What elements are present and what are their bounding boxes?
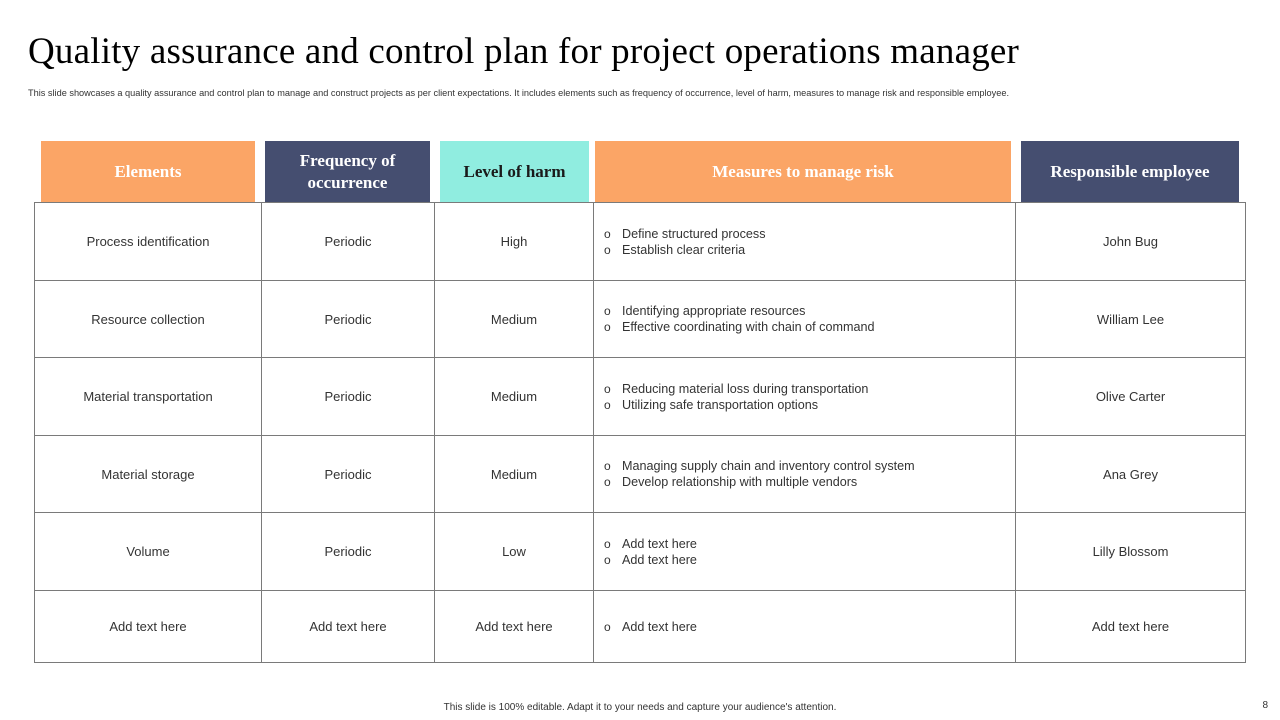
measure-item bbox=[604, 303, 874, 319]
cell-frequency bbox=[262, 281, 435, 357]
cell-employee-text: Olive Carter bbox=[1095, 389, 1166, 404]
cell-employee-text: Lilly Blossom bbox=[1092, 544, 1169, 559]
cell-employee bbox=[1016, 281, 1245, 357]
cell-element bbox=[35, 436, 262, 512]
header-employee bbox=[1021, 141, 1239, 203]
cell-harm-text: Low bbox=[502, 544, 526, 559]
cell-measures bbox=[594, 203, 1016, 280]
measure-item bbox=[604, 381, 868, 397]
header-elements-label: Elements bbox=[114, 162, 182, 181]
bullet-icon: o bbox=[604, 536, 611, 551]
measures-list bbox=[604, 303, 874, 335]
header-measures-label: Measures to manage risk bbox=[712, 162, 894, 181]
bullet-icon: o bbox=[604, 242, 611, 257]
cell-frequency bbox=[262, 513, 435, 590]
cell-measures bbox=[594, 513, 1016, 590]
cell-harm bbox=[435, 281, 594, 357]
measure-item bbox=[604, 619, 697, 635]
cell-employee-text: William Lee bbox=[1096, 311, 1165, 327]
cell-harm bbox=[435, 591, 594, 662]
header-employee-label: Responsible employee bbox=[1050, 162, 1210, 181]
cell-harm bbox=[435, 203, 594, 280]
cell-frequency-text: Add text here bbox=[309, 619, 387, 634]
cell-frequency-text: Periodic bbox=[324, 234, 372, 249]
header-harm bbox=[440, 141, 589, 203]
page-title: Quality assurance and control plan for project operations manager bbox=[28, 31, 1020, 72]
page-number: 8 bbox=[1262, 700, 1268, 711]
measure-text: Define structured process bbox=[622, 226, 766, 241]
measure-text: Managing supply chain and inventory control system bbox=[622, 459, 915, 473]
cell-frequency bbox=[262, 591, 435, 662]
measures-list bbox=[604, 458, 915, 490]
cell-harm bbox=[435, 436, 594, 512]
cell-element bbox=[35, 513, 262, 590]
bullet-icon: o bbox=[604, 552, 611, 567]
cell-frequency bbox=[262, 203, 435, 280]
measure-item bbox=[604, 536, 697, 552]
cell-element-text: Process identification bbox=[86, 234, 210, 249]
cell-element bbox=[35, 591, 262, 662]
cell-element bbox=[35, 203, 262, 280]
bullet-icon: o bbox=[604, 459, 611, 473]
cell-element-text: Volume bbox=[126, 544, 170, 559]
measures-list bbox=[604, 226, 766, 258]
bullet-icon: o bbox=[604, 381, 611, 396]
bullet-icon: o bbox=[604, 226, 611, 241]
cell-employee bbox=[1016, 513, 1245, 590]
header-frequency bbox=[265, 141, 430, 203]
measure-text: Establish clear criteria bbox=[622, 242, 746, 257]
cell-harm-text: Add text here bbox=[475, 619, 553, 634]
measure-text: Identifying appropriate resources bbox=[622, 304, 806, 318]
cell-employee-text: Add text here bbox=[1091, 619, 1170, 634]
cell-harm-text: High bbox=[500, 234, 528, 249]
measures-list bbox=[604, 619, 697, 635]
measure-text: Add text here bbox=[622, 619, 697, 634]
cell-frequency bbox=[262, 436, 435, 512]
cell-employee bbox=[1016, 436, 1245, 512]
cell-element bbox=[35, 358, 262, 435]
cell-frequency-text: Periodic bbox=[324, 389, 372, 404]
measure-text: Add text here bbox=[622, 552, 697, 567]
cell-frequency-text: Periodic bbox=[324, 466, 372, 482]
table-row bbox=[35, 281, 1245, 358]
cell-measures bbox=[594, 436, 1016, 512]
cell-employee bbox=[1016, 358, 1245, 435]
cell-frequency-text: Periodic bbox=[324, 311, 372, 327]
header-frequency-line1: Frequency of bbox=[299, 151, 396, 170]
header-frequency-line2: occurrence bbox=[307, 173, 388, 192]
measure-text: Utilizing safe transportation options bbox=[622, 397, 819, 412]
measure-text: Reducing material loss during transportation bbox=[622, 381, 869, 396]
measures-list bbox=[604, 381, 868, 413]
cell-harm-text: Medium bbox=[490, 311, 538, 327]
cell-harm bbox=[435, 513, 594, 590]
header-measures bbox=[595, 141, 1011, 203]
measure-text: Add text here bbox=[622, 536, 697, 551]
measure-item bbox=[604, 474, 915, 490]
page-subtitle: This slide showcases a quality assurance and control plan to manage and construct projects as per client expectations. It includes elements such as frequency of occurrence, level of harm, measures to manage risk and responsible employee. bbox=[28, 88, 1010, 98]
cell-employee bbox=[1016, 203, 1245, 280]
header-harm-label: Level of harm bbox=[463, 162, 566, 181]
cell-frequency bbox=[262, 358, 435, 435]
footer-note: This slide is 100% editable. Adapt it to your needs and capture your audience's attention. bbox=[443, 702, 837, 713]
measure-item bbox=[604, 319, 874, 335]
measure-item bbox=[604, 458, 915, 474]
cell-element bbox=[35, 281, 262, 357]
cell-frequency-text: Periodic bbox=[324, 544, 372, 559]
measure-item bbox=[604, 242, 766, 258]
measure-item bbox=[604, 552, 697, 568]
table-row bbox=[35, 436, 1245, 513]
bullet-icon: o bbox=[604, 320, 611, 334]
cell-employee bbox=[1016, 591, 1245, 662]
cell-employee-text: Ana Grey bbox=[1103, 466, 1158, 482]
measure-text: Develop relationship with multiple vendors bbox=[622, 475, 858, 489]
measures-list bbox=[604, 536, 697, 568]
table-row bbox=[35, 591, 1245, 662]
table-row bbox=[35, 358, 1245, 436]
measure-text: Effective coordinating with chain of command bbox=[622, 320, 875, 334]
cell-measures bbox=[594, 281, 1016, 357]
cell-measures bbox=[594, 358, 1016, 435]
bullet-icon: o bbox=[604, 304, 611, 318]
measure-item bbox=[604, 397, 868, 413]
cell-harm-text: Medium bbox=[490, 389, 538, 404]
cell-element-text: Add text here bbox=[109, 619, 187, 634]
cell-harm-text: Medium bbox=[490, 466, 538, 482]
cell-element-text: Material transportation bbox=[83, 389, 213, 404]
measure-item bbox=[604, 226, 766, 242]
bullet-icon: o bbox=[604, 619, 611, 634]
table-row bbox=[35, 513, 1245, 591]
cell-measures bbox=[594, 591, 1016, 662]
cell-element-text: Resource collection bbox=[91, 311, 205, 327]
cell-element-text: Material storage bbox=[101, 466, 195, 482]
header-elements bbox=[41, 141, 255, 203]
bullet-icon: o bbox=[604, 397, 611, 412]
quality-plan-table bbox=[34, 202, 1246, 663]
table-row bbox=[35, 203, 1245, 281]
cell-harm bbox=[435, 358, 594, 435]
bullet-icon: o bbox=[604, 475, 611, 489]
cell-employee-text: John Bug bbox=[1103, 234, 1158, 249]
